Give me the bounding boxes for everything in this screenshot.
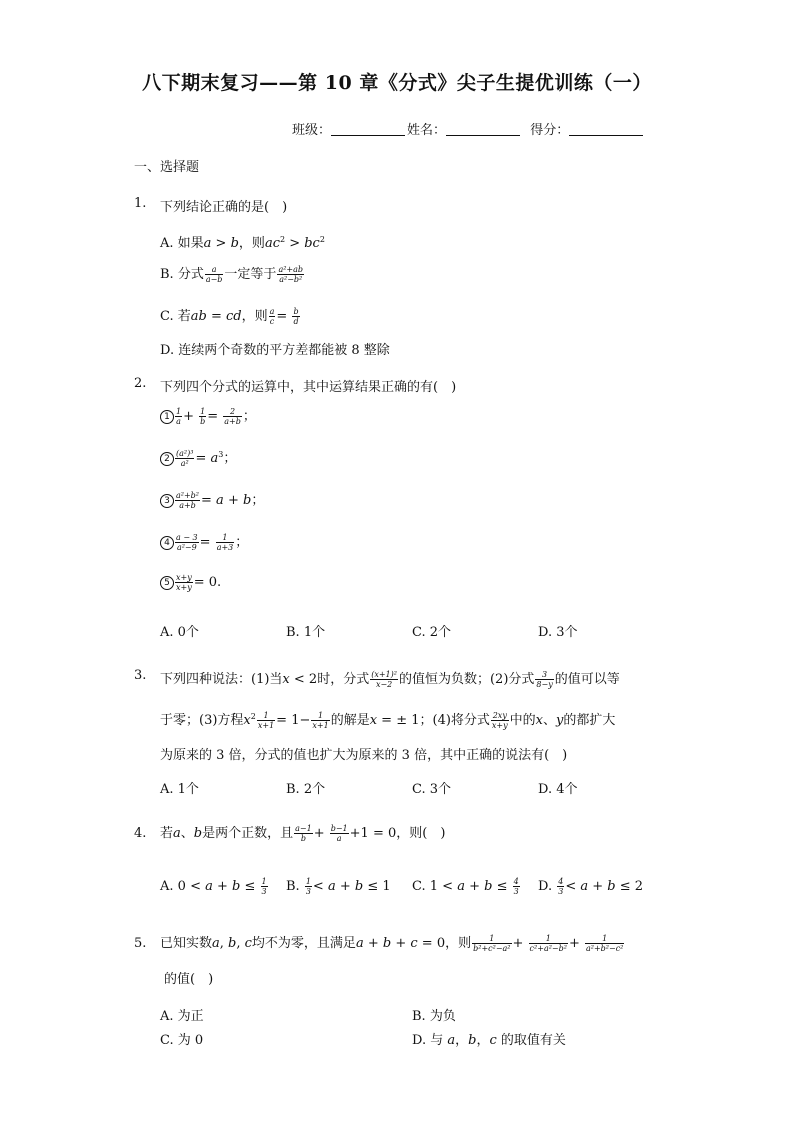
- score-label: 得分：: [530, 123, 570, 138]
- q5-text-c: ，则: [445, 936, 472, 951]
- q5-stem: 已知实数a, b, c均不为零，且满足a + b + c = 0，则 $\frac{1}{\text{b²+c²−a²}}$ + $\frac{1}{\text{c²+a²−b²}}$ + $\frac{1}{\text{a²+b²−c²}}$: [160, 934, 624, 953]
- q2-item-5: 5 $\frac{x+y}{x+y}$ = 0.: [160, 573, 221, 592]
- q3-option-a[interactable]: A. 1个: [160, 782, 199, 797]
- q1-b-mid: 一定等于: [224, 267, 277, 282]
- q4-option-c[interactable]: C. 1 < a + b ≤ $\frac{4}{3}$: [412, 877, 519, 896]
- class-blank[interactable]: [331, 122, 405, 136]
- circled-2: 2: [160, 452, 174, 466]
- page-title: 八下期末复习——第 10 章《分式》尖子生提优训练（一）: [142, 72, 652, 94]
- q5-d-label: D. 与: [412, 1033, 444, 1048]
- q4-option-a[interactable]: A. 0 < a + b ≤ $\frac{1}{3}$: [160, 877, 267, 896]
- q4-option-b[interactable]: B. $\frac{1}{3}$ < a + b ≤ 1: [286, 877, 391, 896]
- q1-number: 1.: [134, 196, 147, 211]
- q4-a-label: A.: [160, 879, 174, 894]
- q1-option-c[interactable]: C. 若ab = cd，则 $\frac{a}{c}$ = $\frac{b}{d}$: [160, 307, 299, 326]
- q5-text-a: 已知实数: [160, 936, 213, 951]
- q1-option-d[interactable]: D. 连续两个奇数的平方差都能被 8 整除: [160, 343, 390, 358]
- q2-option-c[interactable]: C. 2个: [412, 625, 452, 640]
- q1-option-b[interactable]: B. 分式 $\frac{a}{a-b}$ 一定等于 $\frac{\text{a²+ab}}{\text{a²−b²}}$: [160, 265, 304, 284]
- circled-5: 5: [160, 576, 174, 590]
- q1-a-tail: ，则: [238, 236, 265, 251]
- q5-option-c[interactable]: C. 为 0: [160, 1033, 204, 1048]
- q1-c-mid: ，则: [241, 309, 268, 324]
- q3-text-2a: 于零；(3)方程: [160, 713, 244, 728]
- q2-stem: 下列四个分式的运算中，其中运算结果正确的有( ): [160, 380, 457, 395]
- q1-option-a[interactable]: A. 如果a > b，则$ac^2 > bc^2$: [160, 235, 325, 251]
- q4-option-d[interactable]: D. $\frac{4}{3}$ < a + b ≤ 2: [538, 877, 644, 896]
- q3-text-1d: 的值可以等: [554, 672, 620, 687]
- q5-option-b[interactable]: B. 为负: [412, 1009, 456, 1024]
- circled-1: 1: [160, 410, 174, 424]
- circled-3: 3: [160, 494, 174, 508]
- q3-option-d[interactable]: D. 4个: [538, 782, 578, 797]
- q1-a-label: A. 如果: [160, 236, 204, 251]
- q4-text-b: 是两个正数，且: [202, 826, 294, 841]
- score-blank[interactable]: [569, 122, 643, 136]
- q5-option-d[interactable]: D. 与 a，b，c 的取值有关: [412, 1033, 566, 1048]
- q4-text-c: ，则( ): [396, 826, 446, 841]
- circled-4: 4: [160, 536, 174, 550]
- section-heading: 一、选择题: [134, 160, 200, 175]
- q4-d-label: D.: [538, 879, 553, 894]
- q3-text-2c: ；(4)将分式: [419, 713, 490, 728]
- name-label: 姓名：: [407, 123, 447, 138]
- q4-text-a: 若: [160, 826, 174, 841]
- class-label: 班级：: [292, 123, 332, 138]
- q3-line-3: 为原来的 3 倍，分式的值也扩大为原来的 3 倍，其中正确的说法有( ): [160, 748, 568, 763]
- q5-text-b: 均不为零，且满足: [251, 936, 356, 951]
- q3-text-1b: 时，分式: [317, 672, 370, 687]
- q1-stem: 下列结论正确的是( ): [160, 200, 288, 215]
- q4-b-label: B.: [286, 879, 300, 894]
- q2-option-b[interactable]: B. 1个: [286, 625, 326, 640]
- q2-item-4: 4 $\frac{a - 3}{\text{a²−9}}$ = $\frac{1}{a+3}$ ；: [160, 531, 248, 552]
- q2-item-3: 3 $\frac{\text{a²+b²}}{a+b}$ = a + b；: [160, 489, 264, 510]
- q3-line-1: 下列四种说法：(1)当x < 2时，分式 $\frac{\text{(x+1)²}}{x-2}$ 的值恒为负数；(2)分式 $\frac{3}{8-y}$ 的值可以等: [160, 670, 620, 689]
- name-blank[interactable]: [446, 122, 520, 136]
- q3-text-1c: 的值恒为负数；(2)分式: [398, 672, 535, 687]
- q5-number: 5.: [134, 936, 147, 951]
- student-info-line: [292, 119, 645, 138]
- q3-option-b[interactable]: B. 2个: [286, 782, 326, 797]
- q2-item-1: 1 $\frac{1}{a}$ + $\frac{1}{b}$ = $\frac{2}{a+b}$ ；: [160, 405, 256, 426]
- q3-line-2: 于零；(3)方程$x^2$ $\frac{1}{x+1}$ = 1− $\frac{1}{x+1}$ 的解是x = ± 1；(4)将分式 $\frac{2xy}{x+y}$ 中的x、y的都扩大: [160, 711, 616, 730]
- q3-number: 3.: [134, 668, 147, 683]
- q3-text-2b: 的解是: [330, 713, 370, 728]
- q3-text-2e: 的都扩大: [563, 713, 616, 728]
- q3-option-c[interactable]: C. 3个: [412, 782, 452, 797]
- q3-text-1a: 下列四种说法：(1)当: [160, 672, 283, 687]
- q2-option-a[interactable]: A. 0个: [160, 625, 199, 640]
- q1-c-label: C. 若: [160, 309, 191, 324]
- q4-number: 4.: [134, 826, 147, 841]
- q4-c-label: C.: [412, 879, 426, 894]
- q2-option-d[interactable]: D. 3个: [538, 625, 578, 640]
- q5-stem-2: 的值( ): [164, 972, 214, 987]
- q5-d-tail: 的取值有关: [500, 1033, 566, 1048]
- q1-b-label: B. 分式: [160, 267, 204, 282]
- q3-text-2d: 中的: [509, 713, 536, 728]
- q2-item-2: 2 $\frac{\text{(a²)³}}{\text{a²}}$ = $a^3$；: [160, 447, 236, 468]
- q2-number: 2.: [134, 376, 147, 391]
- q5-option-a[interactable]: A. 为正: [160, 1009, 204, 1024]
- q4-stem: 若a、b是两个正数，且 $\frac{a-1}{b}$ + $\frac{b-1}{a}$ +1 = 0，则( ): [160, 824, 446, 843]
